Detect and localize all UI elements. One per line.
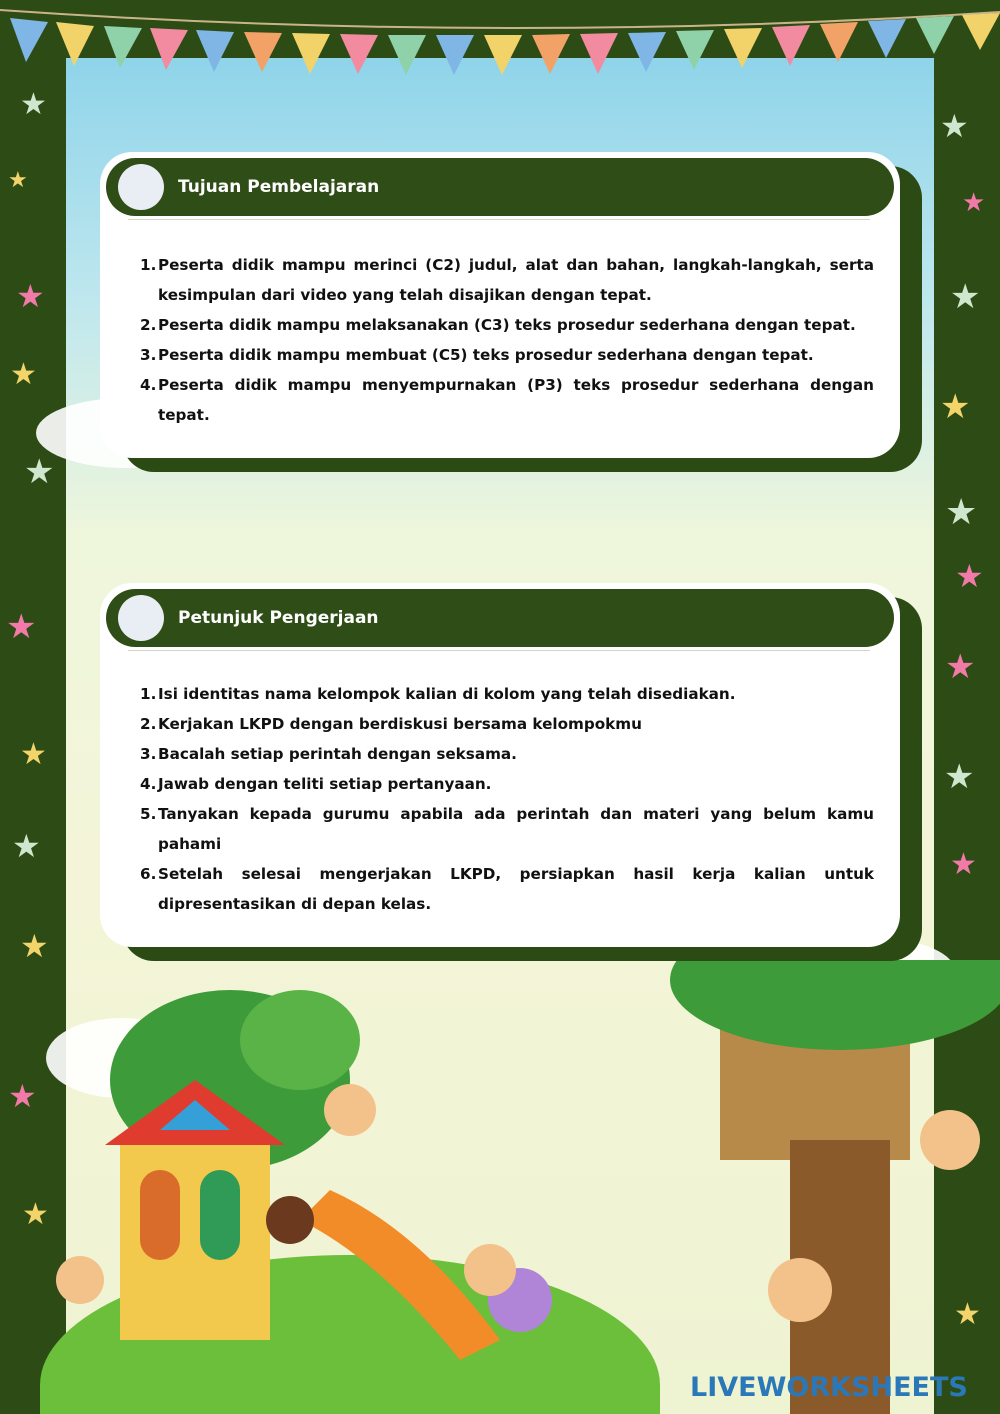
liveworksheets-watermark[interactable]: LIVEWORKSHEETS <box>690 1372 968 1403</box>
bunting-flags <box>0 0 1000 80</box>
card-header <box>106 158 894 216</box>
card-header <box>106 589 894 647</box>
star-icon: ★ <box>950 847 977 882</box>
list-item: 4. Peserta didik mampu menyempurnakan (P3) teks prosedur sederhana dengan tepat. <box>140 376 874 424</box>
circle-icon <box>118 164 164 210</box>
instructions-list <box>140 679 874 919</box>
star-icon: ★ <box>20 927 49 965</box>
star-icon: ★ <box>8 168 28 193</box>
star-icon: ★ <box>962 188 986 218</box>
star-icon: ★ <box>945 647 976 687</box>
list-item: 2. Peserta didik mampu melaksanakan (C3) teks prosedur sederhana dengan tepat. <box>140 316 856 334</box>
divider <box>128 219 870 220</box>
circle-icon <box>118 595 164 641</box>
list-item: 3. Bacalah setiap perintah dengan seksama. <box>140 745 517 763</box>
star-icon: ★ <box>955 557 984 595</box>
star-icon: ★ <box>16 277 45 315</box>
star-icon: ★ <box>940 387 971 427</box>
learning-objectives-card <box>100 152 900 458</box>
star-icon: ★ <box>10 357 37 392</box>
divider <box>128 650 870 651</box>
star-icon: ★ <box>12 827 41 865</box>
section-title: Petunjuk Pengerjaan <box>178 608 379 628</box>
list-item: 4. Jawab dengan teliti setiap pertanyaan. <box>140 775 492 793</box>
list-item: 6. Setelah selesai mengerjakan LKPD, persiapkan hasil kerja kalian untuk dipresentasikan di depan kelas. <box>140 865 874 913</box>
star-icon: ★ <box>20 737 47 772</box>
playground-illustration <box>0 960 1000 1414</box>
star-icon: ★ <box>20 87 47 122</box>
star-icon: ★ <box>944 757 975 797</box>
star-icon: ★ <box>940 107 969 145</box>
star-icon: ★ <box>950 277 981 317</box>
list-item: 1. Peserta didik mampu merinci (C2) judul, alat dan bahan, langkah-langkah, serta kesimpulan dari video yang telah disajikan dengan tepat. <box>140 256 874 304</box>
instructions-card <box>100 583 900 947</box>
star-icon: ★ <box>6 607 37 647</box>
star-icon: ★ <box>945 492 978 533</box>
star-icon: ★ <box>24 452 55 492</box>
star-icon: ★ <box>954 1297 981 1332</box>
objectives-list <box>140 250 874 430</box>
star-icon: ★ <box>22 1197 49 1232</box>
section-title: Tujuan Pembelajaran <box>178 177 380 197</box>
list-item: 5. Tanyakan kepada gurumu apabila ada perintah dan materi yang belum kamu pahami <box>140 805 874 853</box>
list-item: 3. Peserta didik mampu membuat (C5) teks prosedur sederhana dengan tepat. <box>140 346 814 364</box>
list-item: 2. Kerjakan LKPD dengan berdiskusi bersama kelompokmu <box>140 715 642 733</box>
list-item: 1. Isi identitas nama kelompok kalian di kolom yang telah disediakan. <box>140 685 736 703</box>
star-icon: ★ <box>8 1077 37 1115</box>
